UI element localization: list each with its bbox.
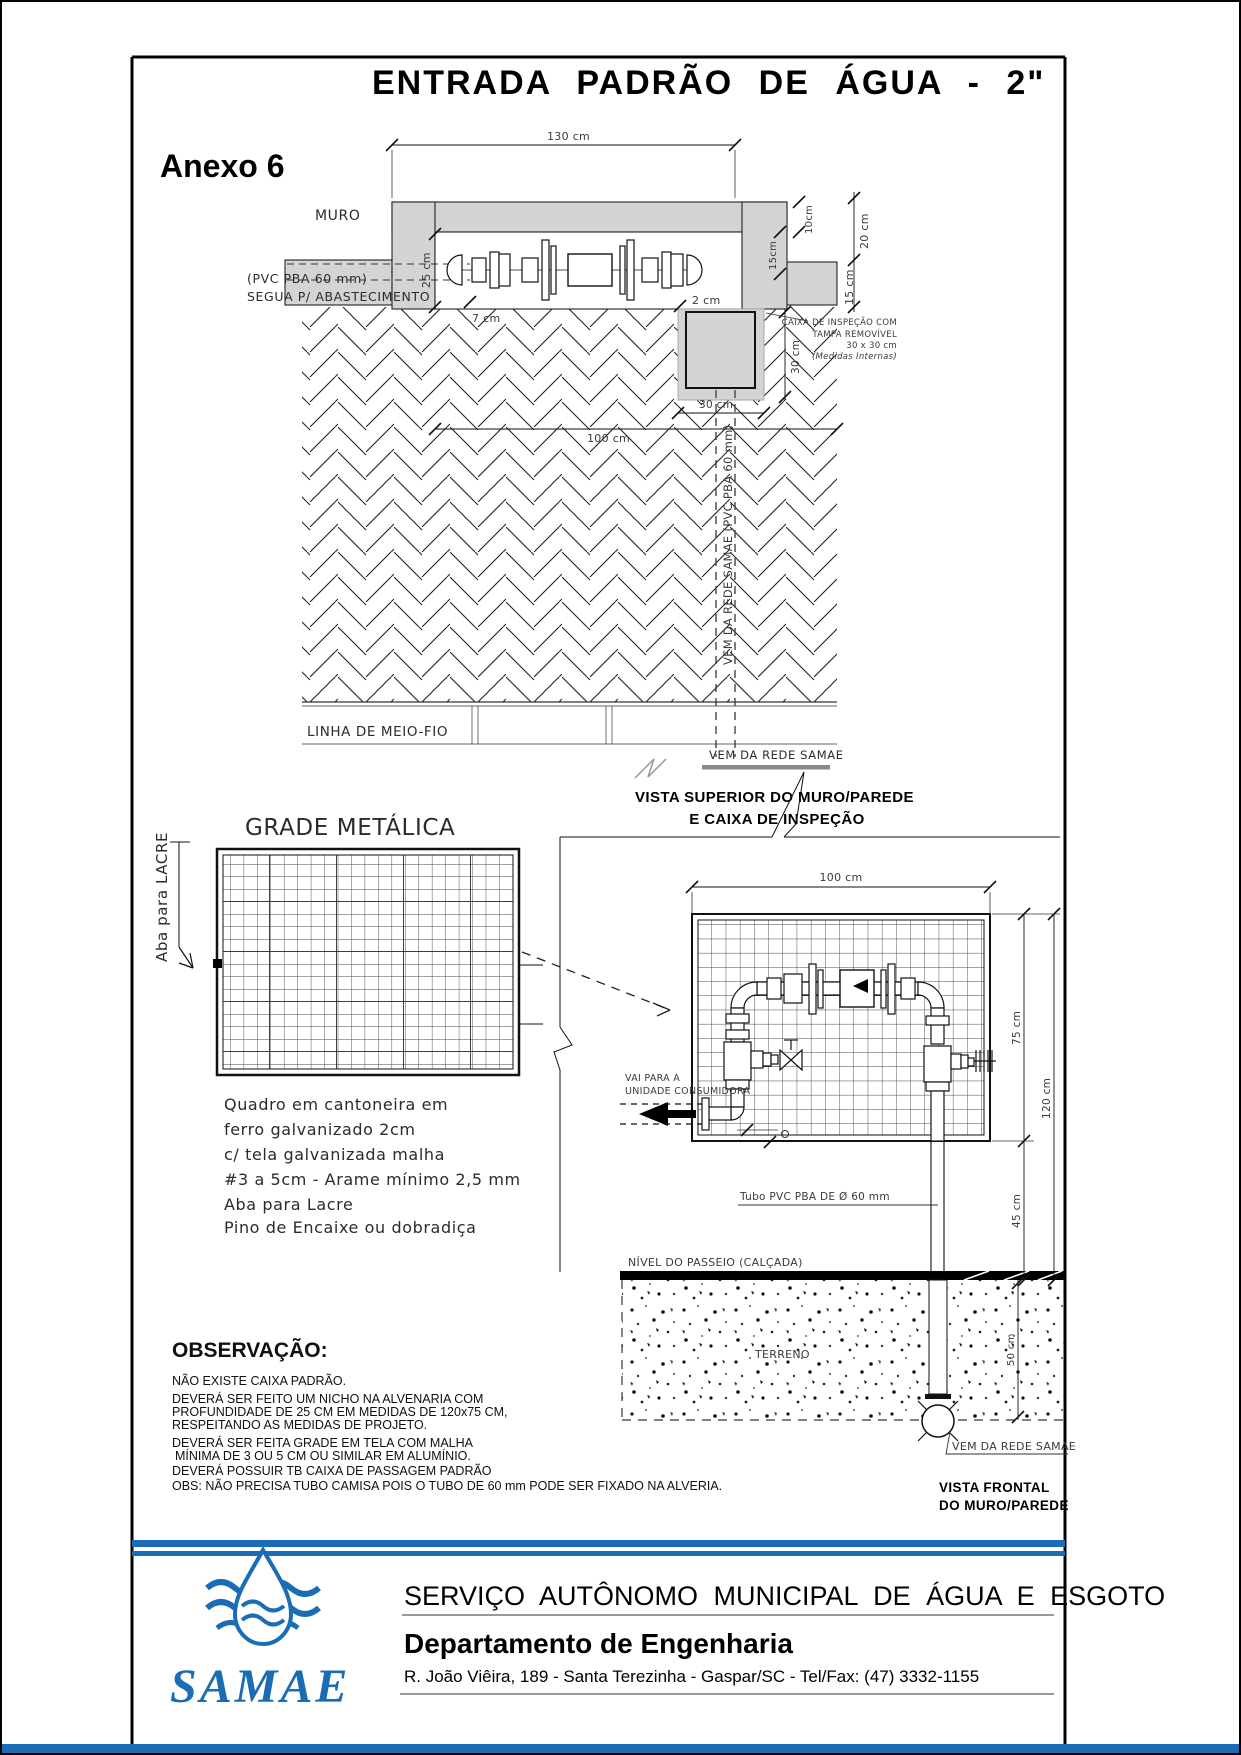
vem-rede-vertical-label: VEM DA REDE SAMAE (PVC PBA 60 mm) (721, 424, 735, 665)
segua-label: SEGUA P/ ABASTECIMENTO (247, 289, 431, 304)
dim-45cm: 45 cm (1011, 1193, 1023, 1228)
observacao-line: RESPEITANDO AS MEDIDAS DE PROJETO. (172, 1418, 428, 1432)
dim-50cm: 50 cm (1006, 1333, 1017, 1366)
spec-line: Aba para Lacre (224, 1195, 354, 1214)
blue-rule-bottom (132, 1551, 1065, 1556)
dim-30cm-h: 30 cm (699, 399, 734, 411)
dim-130cm: 130 cm (547, 130, 591, 143)
annex-label: Anexo 6 (160, 148, 285, 184)
spec-line: c/ tela galvanizada malha (224, 1145, 446, 1164)
muro-label: MURO (315, 208, 361, 224)
dim-15cm-a: 15cm (768, 240, 779, 270)
front-view-caption-2: DO MURO/PAREDE (939, 1498, 1069, 1513)
sheet-title: ENTRADA PADRÃO DE ÁGUA - 2" (372, 64, 1046, 102)
vem-rede-label: VEM DA REDE SAMAE (709, 748, 844, 762)
spec-line: ferro galvanizado 2cm (224, 1120, 416, 1139)
caixa-note-1: CAIXA DE INSPEÇÃO COM (781, 318, 897, 328)
network-connection-symbol (922, 1405, 954, 1437)
grate-detail (153, 813, 670, 1237)
dim-100cm-plan: 100 cm (587, 432, 631, 445)
pvc-label: (PVC PBA 60 mm) (247, 271, 368, 286)
caixa-note-3: 30 x 30 cm (846, 341, 897, 351)
observacao-line: DEVERÁ SER FEITO UM NICHO NA ALVENARIA COM (172, 1392, 484, 1406)
buried-pipe (929, 1280, 947, 1394)
grade-title: GRADE METÁLICA (245, 815, 456, 841)
footer-org-name: SERVIÇO AUTÔNOMO MUNICIPAL DE ÁGUA E ESGOTO (404, 1581, 1166, 1611)
samae-logo-text: SAMAE (170, 1660, 351, 1713)
bottom-blue-band (2, 1744, 1241, 1755)
detail-leader-dashed (522, 952, 670, 1010)
vai-para-label-1: VAI PARA A (625, 1073, 681, 1084)
technical-drawing (2, 2, 1241, 1755)
inspection-box (686, 312, 755, 388)
dim-7cm: 7 cm (472, 312, 501, 325)
vai-para-label-2: UNIDADE CONSUMIDORA (625, 1086, 751, 1097)
metal-grate-mesh-bold (223, 855, 513, 1069)
observacao-line: PROFUNDIDADE DE 25 CM EM MEDIDAS DE 120x75 CM, (172, 1405, 508, 1419)
dim-2cm: 2 cm (692, 294, 721, 307)
vem-rede-front-label: VEM DA REDE SAMAE (952, 1440, 1077, 1453)
tubo-label: Tubo PVC PBA DE Ø 60 mm (740, 1191, 890, 1203)
sidewalk-level-bar (620, 1271, 1064, 1280)
blue-rule-top (132, 1540, 1065, 1547)
title-block-footer (2, 1540, 1241, 1755)
top-view-caption-1: VISTA SUPERIOR DO MURO/PAREDE (635, 789, 914, 806)
linha-meio-fio-label: LINHA DE MEIO-FIO (307, 724, 449, 740)
observacao-line: DEVERÁ SER FEITA GRADE EM TELA COM MALHA (172, 1436, 473, 1450)
dim-30cm-v: 30 cm (790, 339, 802, 374)
dim-25cm: 25 cm (420, 252, 433, 288)
pipe-cap (925, 1394, 951, 1399)
caixa-note-2: TAMPA REMOVÍVEL (812, 330, 897, 340)
footer-address: R. João Viêira, 189 - Santa Terezinha - Gaspar/SC - Tel/Fax: (47) 3332-1155 (404, 1667, 980, 1686)
top-view-caption-2: E CAIXA DE INSPEÇÃO (689, 811, 865, 828)
caixa-note-4: (Medidas Internas) (811, 352, 897, 362)
observacao-title: OBSERVAÇÃO: (172, 1339, 328, 1362)
dim-100cm-front: 100 cm (819, 871, 863, 884)
nivel-passeio-label: NÍVEL DO PASSEIO (CALÇADA) (628, 1256, 803, 1269)
flow-arrow-tail (668, 1110, 696, 1118)
water-drop-icon (235, 1550, 291, 1644)
observacao-line: MÍNIMA DE 3 OU 5 CM OU SIMILAR EM ALUMÍNIO. (175, 1449, 471, 1463)
terreno-label: TERRENO (755, 1348, 810, 1361)
spec-line: #3 a 5cm - Arame mínimo 2,5 mm (224, 1170, 521, 1189)
observacao-line: OBS: NÃO PRECISA TUBO CAMISA POIS O TUBO DE 60 mm PODE SER FIXADO NA ALVERIA. (172, 1479, 723, 1493)
samae-logo (170, 1550, 350, 1713)
dim-120cm: 120 cm (1041, 1077, 1053, 1119)
footer-department: Departamento de Engenharia (404, 1628, 793, 1659)
dim-10cm: 10cm (804, 204, 815, 234)
lacre-pin (213, 959, 222, 968)
top-view-plan (247, 130, 914, 828)
dim-20cm: 20 cm (858, 213, 871, 249)
grate-spec-list (224, 1095, 521, 1237)
ground-stipple (622, 1280, 1064, 1420)
dim-75cm: 75 cm (1011, 1010, 1023, 1045)
front-view-caption-1: VISTA FRONTAL (939, 1480, 1050, 1495)
spec-line: Quadro em cantoneira em (224, 1095, 449, 1114)
observacao-line: DEVERÁ POSSUIR TB CAIXA DE PASSAGEM PADRÃO (172, 1464, 492, 1478)
break-symbol (635, 759, 666, 778)
leader-bar (702, 765, 830, 770)
dim-15cm-b: 15 cm (843, 269, 856, 305)
aba-lacre-label: Aba para LACRE (153, 831, 171, 962)
front-view (554, 772, 1076, 1513)
spec-line: Pino de Encaixe ou dobradiça (224, 1218, 477, 1237)
flow-arrow-left (639, 1102, 668, 1126)
observacao-line: NÃO EXISTE CAIXA PADRÃO. (172, 1374, 347, 1388)
